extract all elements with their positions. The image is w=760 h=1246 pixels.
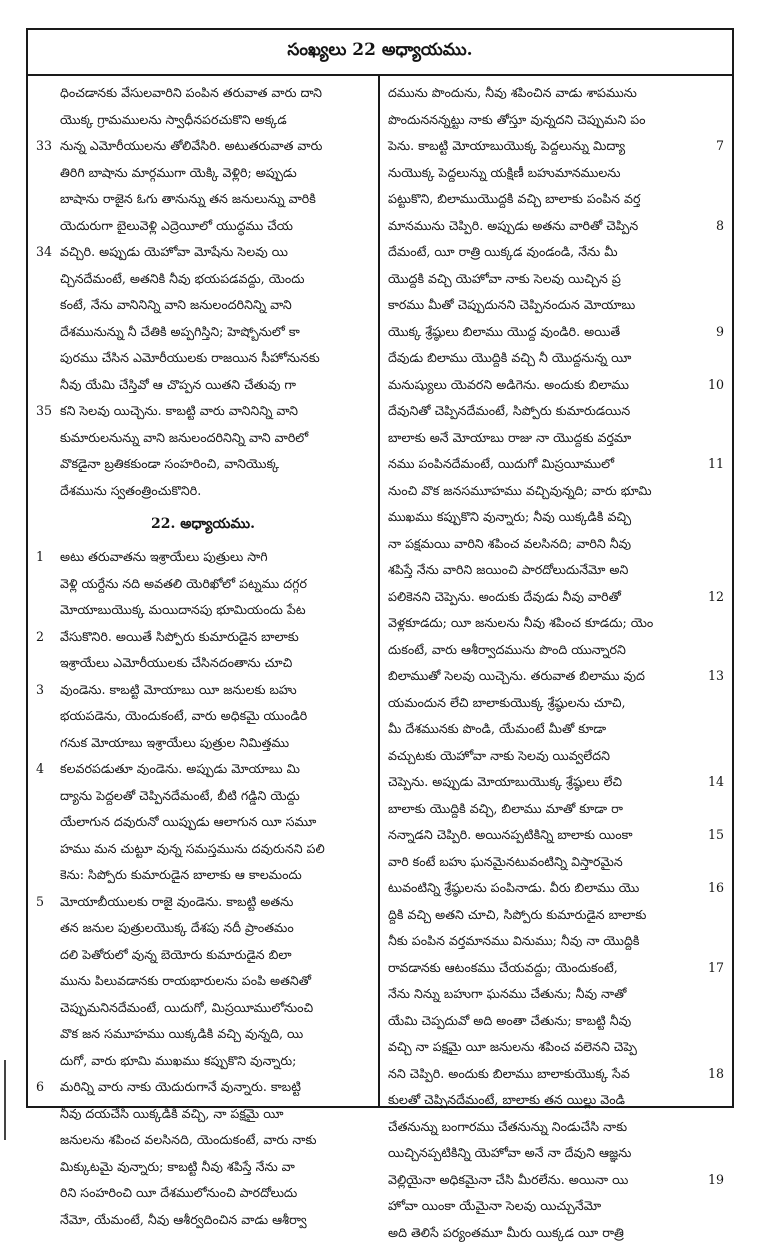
text-line <box>388 1061 724 1088</box>
line-text: నేను నిన్ను బహుగా ఘనము చేతును; నీవు నాతో <box>388 986 626 1001</box>
line-text: రావడానకు ఆటంకము చేయవద్దు; యెందుకంటే, <box>388 960 618 975</box>
text-line <box>36 1127 370 1154</box>
line-text: వేసుకొనిరి. అయితే సిప్పోరు కుమారుడైన బాలాకు <box>60 629 299 644</box>
line-text: దేశమునున్ను నీ చేతికి అప్పగిస్తిని; హెష్బోనులో కా <box>60 324 300 339</box>
line-text: పురము చేసిన ఎమోరీయులకు రాజయిన సీహోనునకు <box>60 350 320 365</box>
line-text: చేతనున్ను బంగారము చేతనున్ను నిండుచేసి నాకు <box>388 1119 627 1134</box>
verse-number: 12 <box>708 584 724 611</box>
text-line <box>388 716 724 743</box>
line-text: మీ దేశమునకు పొండి, యేమంటే మీతో కూడా <box>388 721 606 736</box>
line-text: రిని సంహరించి యీ దేశములోనుంచి పారదోలుదు <box>60 1185 297 1200</box>
text-line <box>36 597 370 624</box>
verse-number: 6 <box>36 1074 44 1101</box>
text-line <box>388 1220 724 1246</box>
verse-number: 14 <box>708 769 724 796</box>
text-line <box>36 186 370 213</box>
text-line <box>36 292 370 319</box>
verse-number: 11 <box>708 451 724 478</box>
text-line <box>388 319 724 346</box>
text-line <box>388 133 724 160</box>
line-text: యొక్క శ్రేష్ఠులు బిలాము యొద్ద వుండిరి. అయితే <box>388 324 620 339</box>
left-column <box>28 76 380 1106</box>
line-text: పట్టుకొని, బిలాముయొద్దకి వచ్చి బాలాకు పంపిన వర్త <box>388 191 640 206</box>
verse-number: 8 <box>716 213 724 240</box>
text-line <box>36 1021 370 1048</box>
verse-number: 13 <box>708 663 724 690</box>
line-text: కలవరపడుతూ వుండెను. అప్పుడు మోయాబు మి <box>60 761 300 776</box>
line-text: పొందుననన్నట్టు నాకు తోస్తూ వున్నదని చెప్పుమని పం <box>388 112 646 127</box>
text-line <box>388 584 724 611</box>
text-line <box>388 451 724 478</box>
line-text: హోవా యింకా యేమైనా సెలవు యిచ్చునేమో <box>388 1198 601 1213</box>
line-text: నీవు యేమి చేస్తివో ఆ చొప్పన యితని చేతువు గా <box>60 377 296 392</box>
line-text: మానమును చెప్పిరి. అప్పుడు అతను వారితో చెప్పిన <box>388 218 638 233</box>
line-text: యొద్దకి వచ్చి యెహోవా నాకు సెలవు యిచ్చిన ప్ర <box>388 271 621 286</box>
line-text: తన జనుల పుత్రులయొక్క దేశపు నదీ ప్రాంతమం <box>60 920 294 935</box>
verse-number: 7 <box>716 133 724 160</box>
text-line <box>388 1140 724 1167</box>
verse-number: 19 <box>708 1167 724 1194</box>
line-text: దేవుడు బిలాము యొద్దికి వచ్చి నీ యొద్దనున్న యీ <box>388 350 631 365</box>
line-text: చ్చినదేమంటే, అతనికి నీవు భయపడవద్దు, యెందు <box>60 271 305 286</box>
line-text: శపిస్తే నేను వారిని జయించి పారదోలుదునేమో అని <box>388 562 628 577</box>
line-text: నుంచి వొక జనసమూహము వచ్చివున్నది; వారు భూమి <box>388 483 652 498</box>
text-line <box>36 1154 370 1181</box>
text-line <box>36 1048 370 1075</box>
line-text: అటు తరువాతను ఇశ్రాయేలు పుత్రులు సాగి <box>60 549 268 564</box>
text-line <box>36 319 370 346</box>
line-text: మోయాబీయులకు రాజై వుండెను. కాబట్టి అతను <box>60 894 293 909</box>
line-text: వచ్చి నా పక్షమై యీ జనులను శపించ వలెనని చెప్పె <box>388 1039 637 1054</box>
line-text: బాలాకు యొద్దికి వచ్చి, బిలాము మాతో కూడా రా <box>388 801 623 816</box>
line-text: గనుక మోయాబు ఇశ్రాయేలు పుత్రుల నిమిత్తము <box>60 735 289 750</box>
text-line <box>36 703 370 730</box>
line-text: యొక్క గ్రామములను స్వాధీనపరచుకొని అక్కడ <box>60 112 287 127</box>
text-line <box>388 398 724 425</box>
line-text: వచ్చుటకు యెహోవా నాకు సెలవు యివ్వలేదని <box>388 748 610 763</box>
line-text: హము మన చుట్టూ వున్న సమస్తమును దవురునని పలి <box>60 841 325 856</box>
text-line <box>36 889 370 916</box>
text-line <box>388 875 724 902</box>
line-text: తిరిగి బాషాను మార్గముగా యెక్కి వెళ్లిరి; అప్పుడు <box>60 165 297 180</box>
text-line <box>36 1101 370 1128</box>
line-text: వారి కంటే బహు ఘనమైనటువంటిన్ని విస్తారమైన <box>388 854 623 869</box>
line-text: నీవు దయచేసి యిక్కడికి వచ్చి, నా పక్షమై యీ <box>60 1106 284 1121</box>
text-line <box>388 186 724 213</box>
verse-number: 3 <box>36 677 44 704</box>
text-line <box>36 995 370 1022</box>
line-text: దలి పెతోరులో వున్న బెయోరు కుమారుడైన బిలా <box>60 947 292 962</box>
text-line <box>36 1180 370 1207</box>
text-line <box>36 451 370 478</box>
line-text: వచ్చిరి. అప్పుడు యెహోవా మోషేను సెలవు యి <box>60 244 288 259</box>
text-line <box>36 809 370 836</box>
margin-mark <box>4 1060 6 1140</box>
text-line <box>36 372 370 399</box>
line-text: ద్దికి వచ్చి అతని చూచి, సిప్పోరు కుమారుడైన బాలాకు <box>388 907 646 922</box>
line-text: నీకు పంపిన వర్తమానము వినుము; నీవు నా యొద్దికి <box>388 933 639 948</box>
line-text: ఇశ్రాయేలు ఎమోరీయులకు చేసినదంతాను చూచి <box>60 655 292 670</box>
text-line <box>36 650 370 677</box>
text-line <box>36 213 370 240</box>
verse-number: 4 <box>36 756 44 783</box>
text-line <box>36 677 370 704</box>
text-line <box>388 239 724 266</box>
verse-number: 10 <box>708 372 724 399</box>
line-text: పలికెనని చెప్పెను. అందుకు దేవుడు నీవు వారితో <box>388 589 621 604</box>
line-text: కని సెలవు యిచ్చెను. కాబట్టి వారు వానినిన్ని వాని <box>60 403 298 418</box>
line-text: కంటే, నేను వానినిన్ని వాని జనులందరినిన్ని వాని <box>60 297 292 312</box>
line-text: వొకడైనా బ్రతికకుండా సంహరించి, వానియొక్క <box>60 456 279 471</box>
text-line <box>388 372 724 399</box>
text-line <box>388 292 724 319</box>
text-line <box>388 610 724 637</box>
verse-number: 17 <box>708 955 724 982</box>
text-line <box>36 160 370 187</box>
verse-number: 16 <box>708 875 724 902</box>
text-line <box>388 822 724 849</box>
line-text: వెల్లియైనా అధికమైనా చేసి మీరలేను. అయినా యి <box>388 1172 628 1187</box>
line-text: కులతో చెప్పినదేమంటే, బాలాకు తన యిల్లు వెండి <box>388 1092 625 1107</box>
line-text: దమును పొందును, నీవు శపించిన వాడు శాపమును <box>388 85 637 100</box>
text-line <box>388 1193 724 1220</box>
text-line <box>388 1034 724 1061</box>
line-text: వొక జన సమూహము యిక్కడికి వచ్చి వున్నది, యి <box>60 1026 303 1041</box>
text-line <box>388 769 724 796</box>
verse-number: 33 <box>36 133 52 160</box>
line-text: వెళ్లకూడదు; యీ జనులను నీవు శపించ కూడదు; యెం <box>388 615 653 630</box>
line-text: టువంటిన్ని శ్రేష్ఠులను పంపినాడు. వీరు బిలాము యొ <box>388 880 639 895</box>
line-text: బాషాను రాజైన ఓగు తానున్ను తన జనులున్ను వారికి <box>60 191 316 206</box>
text-line <box>36 1074 370 1101</box>
text-line <box>388 902 724 929</box>
line-text: నున్న ఎమోరీయులను తోలివేసిరి. అటుతరువాత వారు <box>60 138 322 153</box>
text-line <box>388 849 724 876</box>
text-line <box>36 942 370 969</box>
line-text: దుగో, వారు భూమి ముఖము కప్పుకొని వున్నారు; <box>60 1053 296 1068</box>
page-header <box>28 30 732 76</box>
text-line <box>36 107 370 134</box>
text-line <box>36 730 370 757</box>
line-text: నము పంపినదేమంటే, యిదుగో మిస్రయీములో <box>388 456 614 471</box>
text-line <box>36 915 370 942</box>
line-text: మోయాబుయొక్క మయిదానపు భూమియందు పేట <box>60 602 306 617</box>
text-line <box>388 478 724 505</box>
text-line <box>388 1087 724 1114</box>
text-line <box>36 478 370 505</box>
text-line <box>388 107 724 134</box>
line-text: భయపడెను, యెందుకంటే, వారు అధికమై యుండిరి <box>60 708 307 723</box>
line-text: ముఖము కప్పుకొని వున్నారు; నీవు యిక్కడికి వచ్చి <box>388 509 631 524</box>
text-line <box>388 266 724 293</box>
line-text: దేమంటే, యీ రాత్రి యిక్కడ వుండండి, నేను మీ <box>388 244 618 259</box>
verse-number: 5 <box>36 889 44 916</box>
line-text: నని చెప్పిరి. అందుకు బిలాము బాలాకుయొక్క సేవ <box>388 1066 630 1081</box>
line-text: వెళ్లి యర్దేను నది అవతలి యెరిఖోలో పట్నము దగ్గర <box>60 576 307 591</box>
line-text: నేమో, యేమంటే, నీవు ఆశీర్వదించిన వాడు ఆశీర్వా <box>60 1212 307 1227</box>
verse-number: 2 <box>36 624 44 651</box>
text-line <box>388 637 724 664</box>
text-line <box>388 1167 724 1194</box>
text-line <box>36 544 370 571</box>
line-text: ధించడానకు వేసులవారిని పంపిన తరువాత వారు దాని <box>60 85 322 100</box>
text-line <box>36 133 370 160</box>
verse-number: 34 <box>36 239 52 266</box>
text-line <box>36 345 370 372</box>
text-line <box>36 756 370 783</box>
line-text: బిలాముతో సెలవు యిచ్చెను. తరువాత బిలాము వుద <box>388 668 645 683</box>
line-text: నా పక్షమయి వారిని శపించ వలసినది; వారిని నీవు <box>388 536 631 551</box>
text-line <box>388 1114 724 1141</box>
line-text: ద్యాను పెద్దలతో చెప్పినదేమంటే, బీటి గడ్డిని యెద్దు <box>60 788 300 803</box>
line-text: జనులను శపించ వలసినది, యెందుకంటే, వారు నాకు <box>60 1132 317 1147</box>
text-line <box>388 928 724 955</box>
text-line <box>388 743 724 770</box>
line-text: యెదురుగా బైలువెళ్లి ఎద్రెయీలో యుద్ధము చేయ <box>60 218 293 233</box>
text-line <box>388 955 724 982</box>
verse-number: 35 <box>36 398 52 425</box>
text-line <box>388 531 724 558</box>
line-text: చెప్పెను. అప్పుడు మోయాబుయొక్క శ్రేష్ఠులు లేచి <box>388 774 622 789</box>
text-line <box>388 504 724 531</box>
text-line <box>388 663 724 690</box>
line-text: దేవునితో చెప్పినదేమంటే, సిప్పోరు కుమారుడయిన <box>388 403 630 418</box>
line-text: మనుష్యులు యెవరని అడిగెను. అందుకు బిలాము <box>388 377 629 392</box>
text-line <box>36 239 370 266</box>
verse-number: 9 <box>716 319 724 346</box>
chapter-heading: 22. అధ్యాయము. <box>36 504 370 544</box>
text-line <box>36 1207 370 1234</box>
text-line <box>388 557 724 584</box>
text-line <box>36 783 370 810</box>
line-text: కుమారులనున్ను వాని జనులందరినిన్ని వాని వారిలో <box>60 430 308 445</box>
line-text: వుండెను. కాబట్టి మోయాబు యీ జనులకు బహు <box>60 682 297 697</box>
text-line <box>36 571 370 598</box>
line-text: కారము మీతో చెప్పుదునని చెప్పినందున మోయాబు <box>388 297 635 312</box>
text-line <box>388 425 724 452</box>
line-text: యమందున లేచి బాలాకుయొక్క శ్రేష్ఠులను చూచి, <box>388 695 626 710</box>
line-text: మిక్కుటమై వున్నారు; కాబట్టి నీవు శపిస్తే నేను వా <box>60 1159 295 1174</box>
text-line <box>36 862 370 889</box>
text-line <box>36 836 370 863</box>
text-line <box>36 80 370 107</box>
line-text: మును పిలువడానకు రాయభారులను పంపి అతనితో <box>60 973 311 988</box>
text-line <box>388 796 724 823</box>
text-line <box>36 624 370 651</box>
text-line <box>388 213 724 240</box>
line-text: మరిన్ని వారు నాకు యెదురుగానే వున్నారు. కాబట్టి <box>60 1079 301 1094</box>
line-text: యేమి చెప్పదువో అది అంతా చేతును; కాబట్టి నీవు <box>388 1013 631 1028</box>
text-line <box>388 1008 724 1035</box>
text-line <box>36 968 370 995</box>
verse-number: 18 <box>708 1061 724 1088</box>
text-line <box>388 80 724 107</box>
text-line <box>36 398 370 425</box>
line-text: పెను. కాబట్టి మోయాబుయొక్క పెద్దలున్ను మిద్యా <box>388 138 625 153</box>
text-columns <box>28 76 732 1106</box>
right-column <box>380 76 732 1106</box>
page-title: సంఖ్యలు 22 అధ్యాయము. <box>287 40 472 64</box>
verse-number: 15 <box>708 822 724 849</box>
verse-number: 1 <box>36 544 44 571</box>
text-line <box>36 425 370 452</box>
line-text: అది తెలిసే పర్యంతమూ మీరు యిక్కడ యీ రాత్రి <box>388 1225 624 1240</box>
line-text: యిచ్చినప్పటికిన్ని యెహోవా అనే నా దేవుని ఆజ్ఞను <box>388 1145 631 1160</box>
line-text: బాలాకు అనే మోయాబు రాజు నా యొద్దకు వర్తమా <box>388 430 631 445</box>
text-line <box>36 266 370 293</box>
line-text: నన్నాడని చెప్పిరి. అయినప్పటికిన్ని బాలాకు యింకా <box>388 827 633 842</box>
text-line <box>388 690 724 717</box>
text-line <box>388 981 724 1008</box>
line-text: దేశమును స్వతంత్రించుకొనిరి. <box>60 483 201 498</box>
line-text: దుకంటే, వారు ఆశీర్వాదమును పొంది యున్నారని <box>388 642 626 657</box>
text-line <box>388 160 724 187</box>
line-text: నుయొక్క పెద్దలున్ను యక్షిణీ బహుమానములను <box>388 165 620 180</box>
line-text: కెను: సిప్పోరు కుమారుడైన బాలాకు ఆ కాలమందు <box>60 867 302 882</box>
line-text: యేలాగున దవురునో యిప్పుడు ఆలాగున యీ సమూ <box>60 814 316 829</box>
text-line <box>388 345 724 372</box>
page-frame <box>26 28 734 1108</box>
line-text: చెప్పుమనినదేమంటే, యిదుగో, మిస్రయీములోనుంచి <box>60 1000 313 1015</box>
